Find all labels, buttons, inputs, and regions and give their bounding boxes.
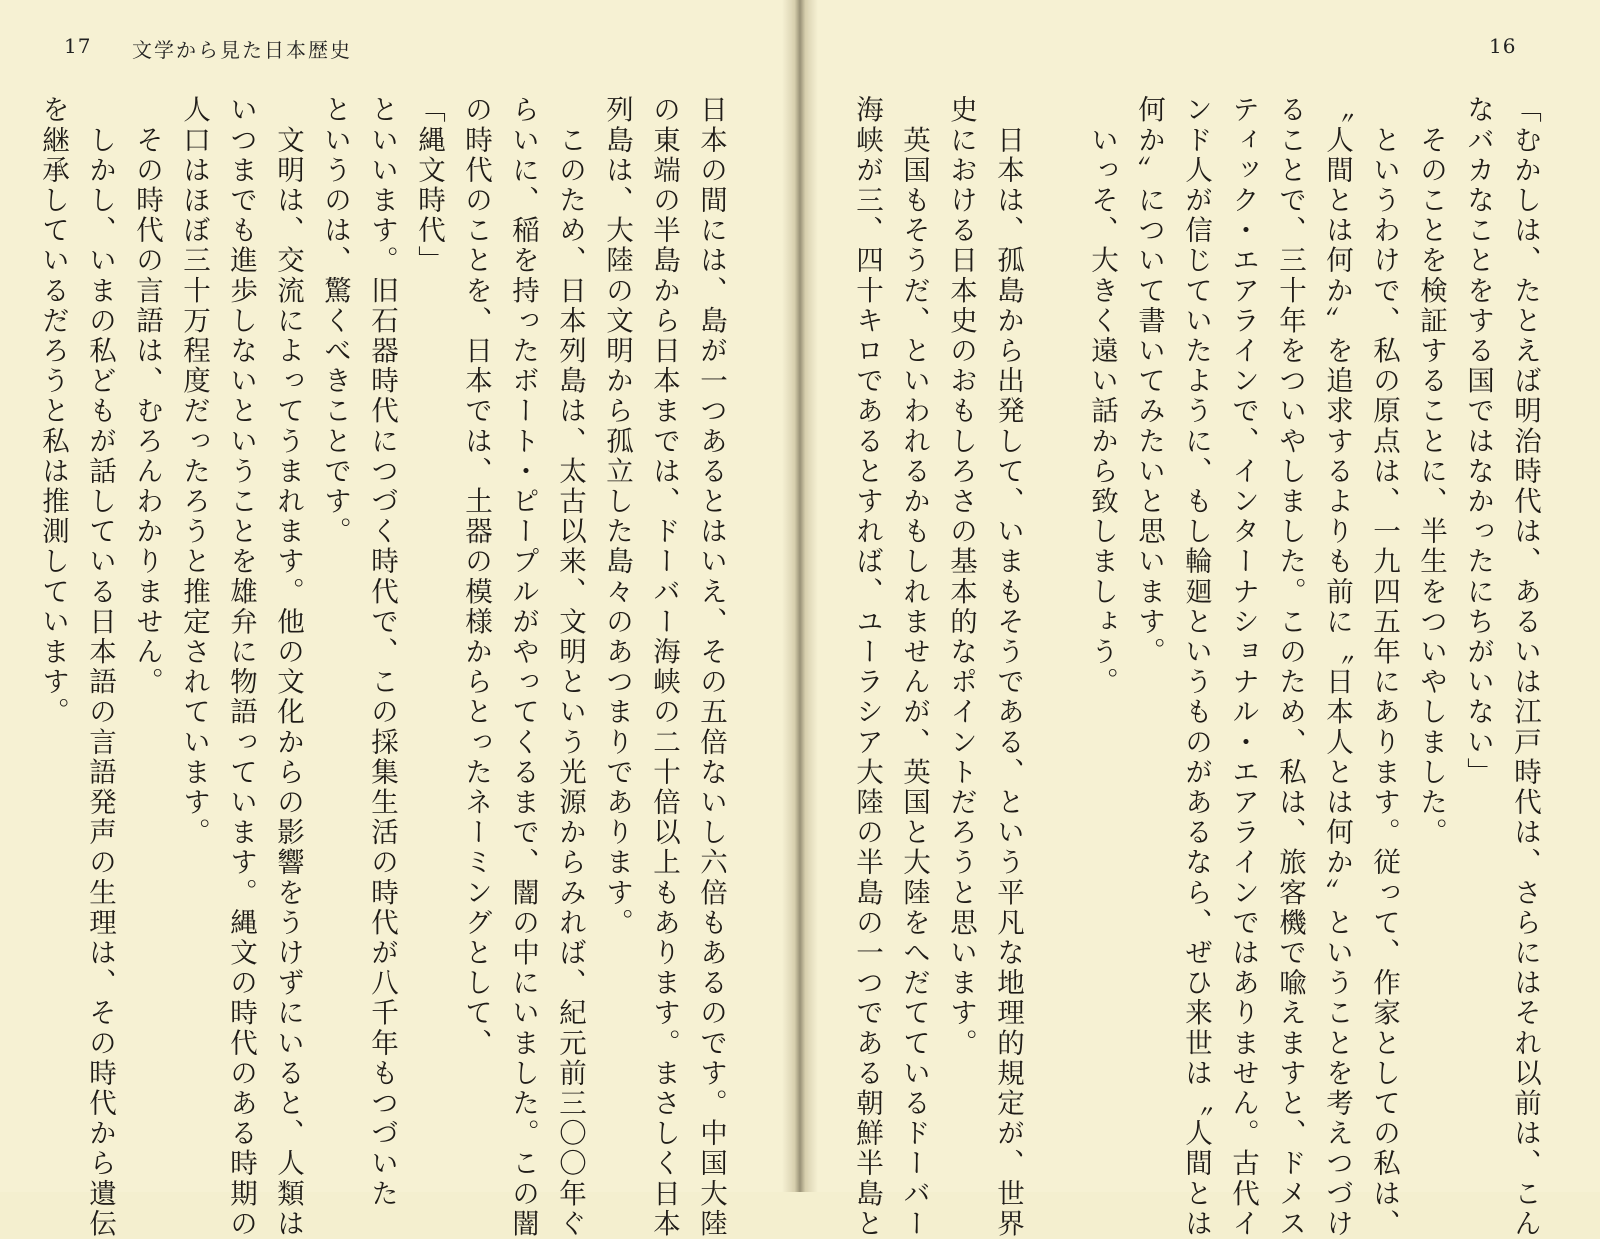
body-line: ティック・エアラインで、インターナショナル・エアラインではありません。古代イ	[1227, 95, 1259, 1239]
running-title: 文学から見た日本歴史	[132, 38, 352, 62]
body-line: なバカなことをする国ではなかったにちがいない」	[1462, 95, 1494, 788]
body-line: このため、日本列島は、太古以来、文明という光源からみれば、紀元前三〇〇年ぐ	[554, 95, 586, 1239]
left-page-body	[37, 95, 734, 1239]
body-line: 日本の間には、島が一つあるとはいえ、その五倍ないし六倍もあるのです。中国大陸	[695, 95, 727, 1239]
body-line: 「むかしは、たとえば明治時代は、あるいは江戸時代は、さらにはそれ以前は、こん	[1509, 95, 1541, 1239]
body-line: 英国もそうだ、といわれるかもしれませんが、英国と大陸をへだてているドーバー	[898, 95, 930, 1239]
book-gutter	[782, 0, 818, 1192]
body-line: というのは、驚くべきことです。	[319, 95, 351, 547]
body-line: 史における日本史のおもしろさの基本的なポイントだろうと思います。	[945, 95, 977, 1059]
body-line: を継承しているだろうと私は推測しています。	[37, 95, 69, 728]
body-line: といいます。旧石器時代につづく時代で、この採集生活の時代が八千年もつづいた	[366, 95, 398, 1209]
body-line: 列島は、大陸の文明から孤立した島々のあつまりであります。	[601, 95, 633, 938]
body-line-quote: 「縄文時代」	[413, 95, 445, 276]
body-line: 〝人間とは何か〟を追求するよりも前に〝日本人とは何か〟ということを考えつづけ	[1321, 95, 1353, 1239]
right-page-number: 16	[1489, 34, 1517, 58]
body-line: いっそ、大きく遠い話から致しましょう。	[1086, 95, 1118, 697]
body-line: その時代の言語は、むろんわかりません。	[131, 95, 163, 697]
body-line: 文明は、交流によってうまれます。他の文化からの影響をうけずにいると、人類は	[272, 95, 304, 1239]
left-page-number: 17	[64, 34, 92, 58]
body-line: の時代のことを、日本では、土器の模様からとったネーミングとして、	[460, 95, 492, 1059]
body-line: 海峡が三、四十キロであるとすれば、ユーラシア大陸の半島の一つである朝鮮半島と	[851, 95, 883, 1239]
body-line: らいに、稲を持ったボート・ピープルがやってくるまで、闇の中にいました。この闇	[507, 95, 539, 1239]
body-line: 何か〟について書いてみたいと思います。	[1133, 95, 1165, 667]
body-line: そのことを検証することに、半生をついやしました。	[1415, 95, 1447, 848]
body-line: 日本は、孤島から出発して、いまもそうである、という平凡な地理的規定が、世界	[992, 95, 1024, 1239]
body-line: 人口はほぼ三十万程度だったろうと推定されています。	[178, 95, 210, 848]
body-line: ンド人が信じていたように、もし輪廻というものがあるなら、ぜひ来世は〝人間とは	[1180, 95, 1212, 1239]
body-line: しかし、いまの私どもが話している日本語の言語発声の生理は、その時代から遺伝	[84, 95, 116, 1239]
right-page-body	[851, 95, 1548, 1239]
body-line: いつまでも進歩しないということを雄弁に物語っています。縄文の時代のある時期の	[225, 95, 257, 1239]
body-line: というわけで、私の原点は、一九四五年にあります。従って、作家としての私は、	[1368, 95, 1400, 1239]
body-line: ることで、三十年をついやしました。このため、私は、旅客機で喩えますと、ドメス	[1274, 95, 1306, 1239]
body-line: の東端の半島から日本までは、ドーバー海峡の二十倍以上もあります。まさしく日本	[648, 95, 680, 1239]
